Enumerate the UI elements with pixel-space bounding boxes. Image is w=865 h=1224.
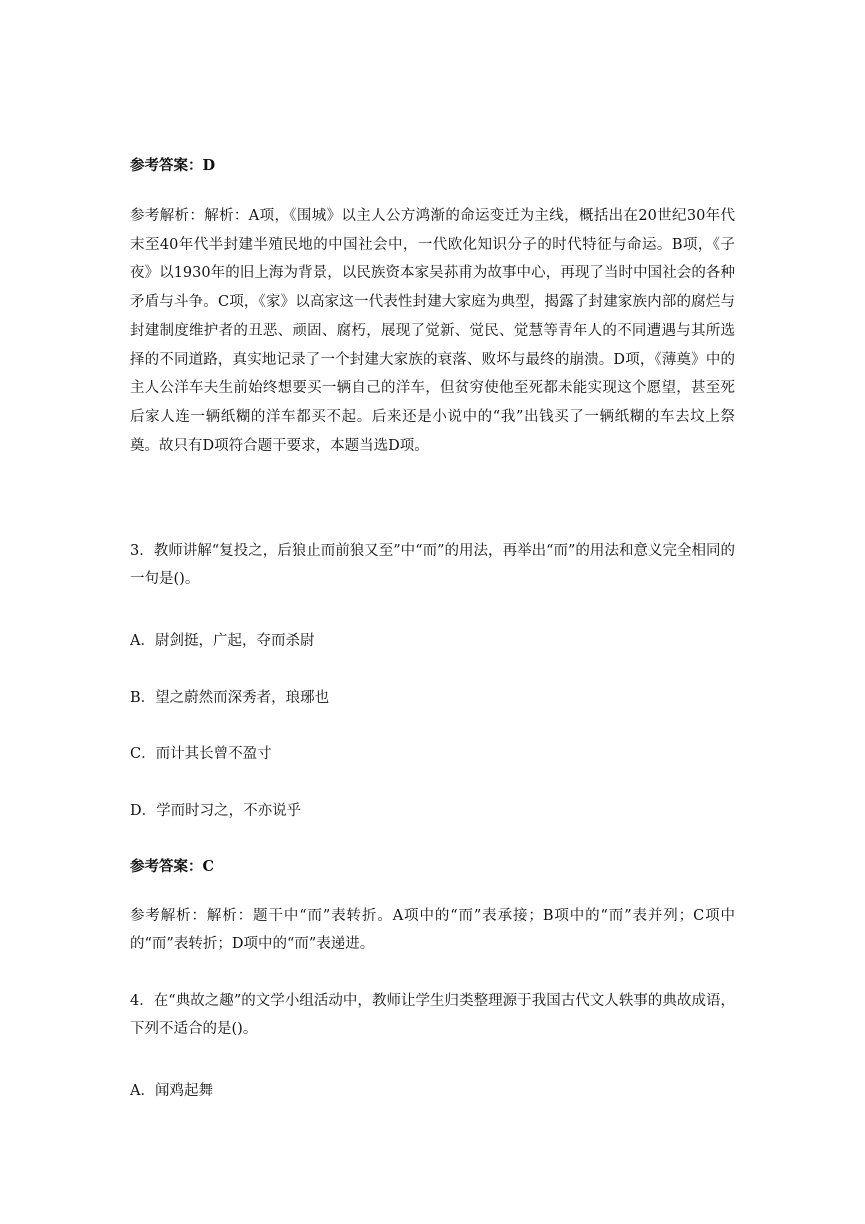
q2-answer: 参考答案：D — [130, 157, 216, 174]
q3-answer: 参考答案：C — [130, 858, 215, 875]
q4-option-a: A．闻鸡起舞 — [130, 1083, 213, 1099]
q3-option-d: D．学而时习之，不亦说乎 — [130, 803, 302, 819]
q3-option-b: B．望之蔚然而深秀者，琅琊也 — [130, 690, 330, 706]
q2-analysis: 参考解析：解析：A项，《围城》以主人公方鸿渐的命运变迁为主线，概括出在20世纪30年代末至40年代半封建半殖民地的中国社会中，一代欧化知识分子的时代特征与命运。B项，《子夜》以1930年的旧上海为背景，以民族资本家吴荪甫为故事中心，再现了当时中国社会的各种矛盾与斗争。C项，《家》以高家这一代表性封建大家庭为典型，揭露了封建家族内部的腐烂与封建制度维护者的丑恶、顽固、腐朽，展现了觉新、觉民、觉慧等青年人的不同遭遇与其所选择的不同道路，真实地记录了一个封建大家族的衰落、败坏与最终的崩溃。D项，《薄奠》中的主人公洋车夫生前始终想要买一辆自己的洋车，但贫穷使他至死都未能实现这个愿望，甚至死后家人连一辆纸糊的洋车都买不起。后来还是小说中的“我”出钱买了一辆纸糊的车去坟上祭奠。故只有D项符合题干要求，本题当选D项。 — [130, 208, 735, 454]
q3-analysis: 参考解析：解析：题干中“而”表转折。A项中的“而”表承接；B项中的“而”表并列；C项中的“而”表转折；D项中的“而”表递进。 — [130, 908, 735, 952]
q3-question: 3．教师讲解“复投之，后狼止而前狼又至”中“而”的用法，再举出“而”的用法和意义完全相同的一句是()。 — [130, 543, 735, 587]
q3-option-c: C．而计其长曾不盈寸 — [130, 746, 272, 762]
q4-question: 4．在“典故之趣”的文学小组活动中，教师让学生归类整理源于我国古代文人轶事的典故成语，下列不适合的是()。 — [130, 993, 735, 1037]
q3-option-a: A．尉剑挺，广起，夺而杀尉 — [130, 633, 315, 649]
